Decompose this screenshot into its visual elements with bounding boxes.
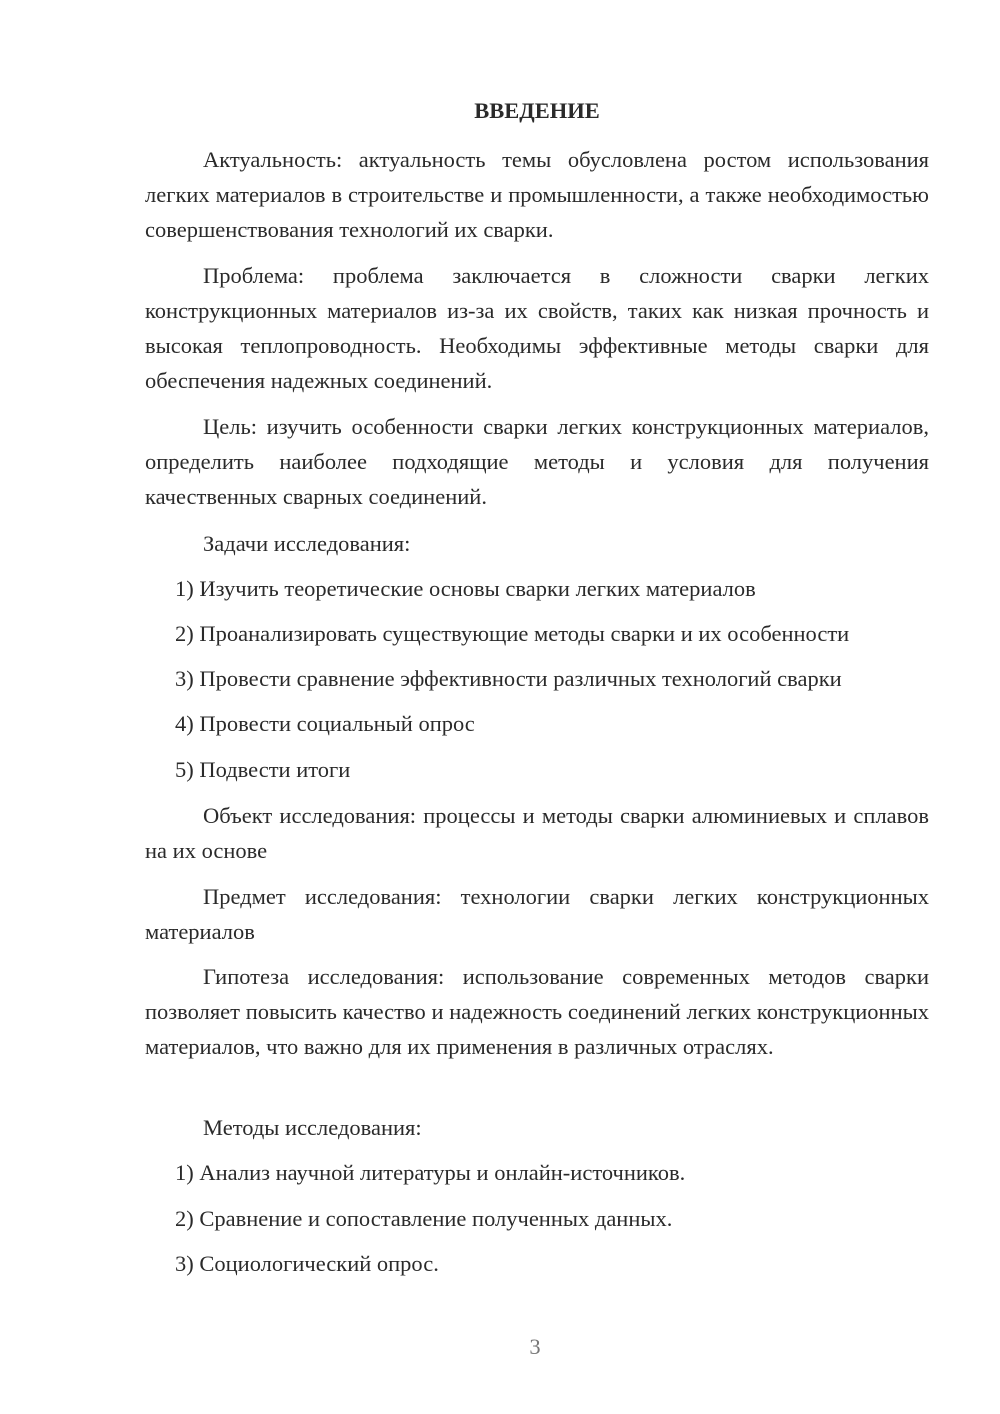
method-item-1: 1) Анализ научной литературы и онлайн-источников. bbox=[175, 1160, 686, 1185]
task-item-5: 5) Подвести итоги bbox=[175, 757, 351, 782]
paragraph-subject: Предмет исследования: технологии сварки легких конструкционных материалов bbox=[145, 884, 929, 944]
method-item-3: 3) Социологический опрос. bbox=[175, 1251, 439, 1276]
tasks-heading: Задачи исследования: bbox=[203, 531, 411, 556]
task-item-1: 1) Изучить теоретические основы сварки легких материалов bbox=[175, 576, 756, 601]
task-item-3: 3) Провести сравнение эффективности различных технологий сварки bbox=[175, 666, 842, 691]
method-item-2: 2) Сравнение и сопоставление полученных данных. bbox=[175, 1206, 673, 1231]
paragraph-hypothesis: Гипотеза исследования: использование современных методов сварки позволяет повысить качество и надежность соединений легких конструкционных материалов, что важно для их применения в различных отраслях. bbox=[145, 964, 929, 1059]
task-item-4: 4) Провести социальный опрос bbox=[175, 711, 475, 736]
page-number: 3 bbox=[529, 1334, 541, 1359]
paragraph-problem: Проблема: проблема заключается в сложности сварки легких конструкционных материалов из-за их свойств, таких как низкая прочность и высокая теплопроводность. Необходимы эффективные методы сварки для обеспечения надежных соединений. bbox=[145, 263, 929, 393]
task-item-2: 2) Проанализировать существующие методы сварки и их особенности bbox=[175, 621, 850, 646]
paragraph-goal: Цель: изучить особенности сварки легких конструкционных материалов, определить наиболее подходящие методы и условия для получения качественных сварных соединений. bbox=[145, 414, 929, 509]
section-title: ВВЕДЕНИЕ bbox=[474, 98, 600, 123]
paragraph-relevance: Актуальность: актуальность темы обусловлена ростом использования легких материалов в строительстве и промышленности, а также необходимостью совершенствования технологий их сварки. bbox=[145, 147, 929, 242]
methods-heading: Методы исследования: bbox=[203, 1115, 422, 1140]
paragraph-object: Объект исследования: процессы и методы сварки алюминиевых и сплавов на их основе bbox=[145, 803, 929, 863]
